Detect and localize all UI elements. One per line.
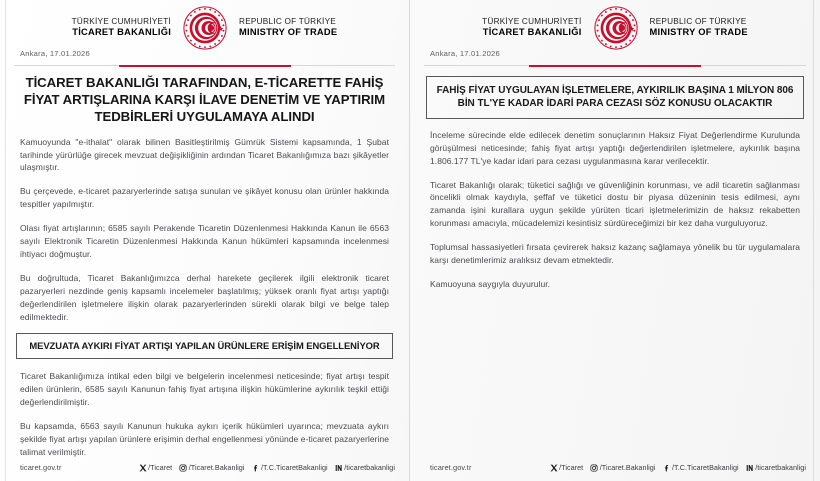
paragraph: Ticaret Bakanlığımıza intikal eden bilgi ve belgelerin incelenmesi neticesinde; fiyat artışı tespit edilen ürünlerin, 6585 sayılı Kanunun fahiş fiyat artışına ilişkin hükümlerine aykırılık teşkil ettiği değerlendirilmiştir.	[20, 371, 389, 407]
footer-social-links	[139, 463, 395, 472]
social-handle: /Ticaret	[559, 463, 584, 472]
date-line: Ankara, 17.01.2026	[430, 49, 500, 58]
social-handle: /ticaretbakanligi	[344, 463, 395, 472]
footer-website[interactable]: ticaret.gov.tr	[20, 463, 62, 472]
social-handle: /Ticaret.Bakanligi	[188, 463, 245, 472]
body-text-right	[424, 129, 806, 291]
social-link-instagram[interactable]	[179, 463, 244, 472]
x-twitter-icon	[550, 464, 558, 472]
section-callout-heading: MEVZUATA AYKIRI FİYAT ARTIŞI YAPILAN ÜRÜNLERE ERİŞİM ENGELLENİYOR	[16, 333, 393, 360]
turkish-ministry-of-trade-emblem-icon	[183, 6, 227, 50]
social-link-x[interactable]	[550, 463, 584, 472]
turkish-ministry-of-trade-emblem-icon	[594, 6, 638, 50]
social-link-instagram[interactable]	[590, 463, 655, 472]
linkedin-icon	[335, 464, 343, 472]
social-link-x[interactable]	[139, 463, 173, 472]
body-text-left-bottom	[14, 370, 395, 458]
paragraph: Toplumsal hassasiyetleri fırsata çevirerek haksız kazanç sağlamaya yönelik bu tür uygulamalara karşı denetimlerimiz aralıksız devam etmektedir.	[430, 242, 800, 266]
linkedin-icon	[746, 464, 754, 472]
social-handle: /T.C.TicaretBakanligi	[261, 463, 328, 472]
header-divider-accent	[119, 65, 291, 67]
letterhead-tr-line1: TÜRKİYE CUMHURİYETİ	[71, 17, 172, 27]
document-page-right	[410, 0, 820, 481]
letterhead-turkish	[482, 17, 581, 38]
x-twitter-icon	[139, 464, 147, 472]
letterhead-left	[14, 0, 395, 48]
letterhead-turkish	[72, 17, 171, 38]
date-row-right	[424, 49, 806, 69]
paragraph: Olası fiyat artışlarının; 6585 sayılı Perakende Ticaretin Düzenlenmesi Hakkında Kanun ile 6563 sayılı Elektronik Ticaretin Düzenlenmesi Hakkında Kanun hükümleri kapsamında incelenmesi ihtiyacı doğmuştur.	[20, 223, 389, 260]
social-handle: /Ticaret	[148, 463, 173, 472]
body-text-left-top	[14, 136, 395, 324]
header-divider	[14, 65, 395, 66]
letterhead-en-line1: REPUBLIC OF TÜRKİYE	[649, 17, 747, 27]
footer-social-links	[550, 463, 806, 472]
header-divider-accent	[529, 65, 701, 67]
instagram-icon	[179, 464, 187, 472]
social-handle: /ticaretbakanligi	[755, 463, 806, 472]
paragraph: Bu kapsamda, 6563 sayılı Kanunun hukuka aykırı içerik hükümleri uyarınca; mevzuata aykırı şekilde fiyat artışı yapılan ürünlere erişimin derhal engellenmesi yönünde e-ticaret pazaryerlerine talimat verilmiştir.	[20, 420, 389, 457]
paragraph: Ticaret Bakanlığı olarak; tüketici sağlığı ve güvenliğinin korunması, ve adil ticaretin sağlanması öncelikli olmak kaydıyla, şeffaf ve tüketici dostu bir piyasa düzeninin tesis edilmesi, aynı zamanda işini kurallara uygun şekilde yürüten ticari işletmelerimizin de haksız rekabetten korunması amacıyla, mücadelemizi kesintisiz sürdüreceğimizi bir kez daha vurguluyoruz.	[430, 179, 800, 229]
paragraph: Bu çerçevede, e-ticaret pazaryerlerinde satışa sunulan ve şikâyet konusu olan ürünler hakkında tespitler yapılmıştır.	[20, 186, 389, 210]
letterhead-tr-line2: TİCARET BAKANLIĞI	[482, 26, 582, 37]
letterhead-tr-line1: TÜRKİYE CUMHURİYETİ	[482, 17, 582, 27]
social-link-facebook[interactable]	[663, 463, 739, 472]
footer-website[interactable]: ticaret.gov.tr	[430, 463, 472, 472]
letterhead-english	[650, 17, 748, 38]
letterhead-en-line2: MINISTRY OF TRADE	[649, 26, 748, 37]
section-callout-heading: FAHİŞ FİYAT UYGULAYAN İŞLETMELERE, AYKIRILIK BAŞINA 1 MİLYON 806 BİN TL'YE KADAR İDARİ PARA CEZASI SÖZ KONUSU OLACAKTIR	[426, 76, 804, 119]
page-footer-right	[424, 463, 806, 472]
social-link-facebook[interactable]	[252, 463, 328, 472]
paragraph: Bu doğrultuda, Ticaret Bakanlığımızca derhal harekete geçilerek ilgili elektronik ticaret pazaryerleri nezdinde geniş kapsamlı incelemeler başlatılmış; yüksek oranlı fiyat artışı yaptığı değerlendirilen işletmelere ilişkin olarak pazaryerlerinden sürekli olarak bilgi ve belge talep edilmektedir.	[20, 272, 389, 322]
letterhead-en-line1: REPUBLIC OF TÜRKİYE	[239, 17, 337, 27]
social-handle: /T.C.TicaretBakanligi	[672, 463, 739, 472]
letterhead-english	[239, 17, 337, 38]
social-link-linkedin[interactable]	[746, 463, 806, 472]
facebook-icon	[252, 464, 260, 472]
page-footer-left	[14, 463, 395, 472]
date-row-left	[14, 49, 395, 69]
page-title: TİCARET BAKANLIĞI TARAFINDAN, E-TİCARETTE FAHİŞ FİYAT ARTIŞLARINA KARŞI İLAVE DENETİM VE YAPTIRIM TEDBİRLERİ UYGULAMAYA ALINDI	[23, 75, 386, 124]
paragraph: Kamuoyunda "e-ithalat" olarak bilinen Basitleştirilmiş Gümrük Sistemi kapsamında, 1 Şubat tarihinde yürürlüğe girecek mevzuat değişikliğinin ardından Ticaret Bakanlığımıza bazı şikâyetler ulaşmıştır.	[20, 136, 389, 173]
instagram-icon	[590, 464, 598, 472]
social-handle: /Ticaret.Bakanligi	[599, 463, 656, 472]
paragraph: İnceleme sürecinde elde edilecek denetim sonuçlarının Haksız Fiyat Değerlendirme Kurulunda görüşülmesi neticesinde; fahiş fiyat artışı yaptığı değerlendirilen işletmelere, aykırılık başına 1.806.177 TL'ye kadar idari para cezası uygulanmasına karar verilecektir.	[430, 129, 800, 166]
facebook-icon	[663, 464, 671, 472]
letterhead-right	[424, 0, 806, 48]
date-line: Ankara, 17.01.2026	[20, 49, 90, 58]
social-link-linkedin[interactable]	[335, 463, 395, 472]
letterhead-tr-line2: TİCARET BAKANLIĞI	[72, 26, 172, 37]
header-divider	[424, 65, 806, 66]
paragraph: Kamuoyuna saygıyla duyurulur.	[430, 278, 551, 289]
letterhead-en-line2: MINISTRY OF TRADE	[239, 26, 338, 37]
